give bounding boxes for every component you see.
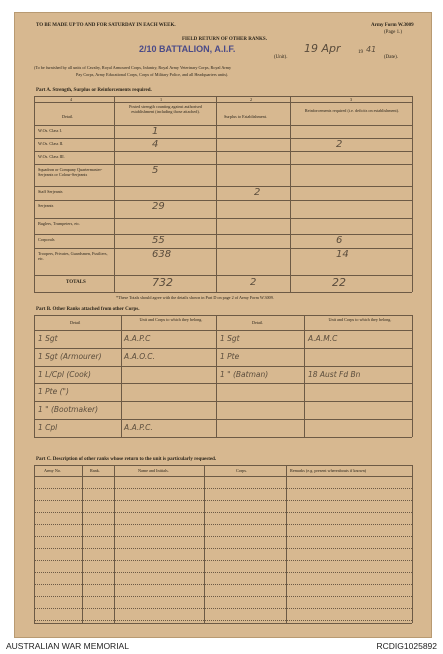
row-detail: Buglers, Trumpeters, etc.: [38, 221, 81, 226]
col-header-strength: Posted strength counting against authorised establishment (including those attached).: [129, 104, 202, 114]
part-b-unit[interactable]: A.A.P.C.: [124, 423, 153, 432]
row-divider: [34, 348, 412, 349]
row-divider: [34, 151, 412, 152]
row-detail: Corporals: [38, 237, 55, 242]
row-strength[interactable]: 1: [152, 126, 159, 137]
row-detail: W.Os. Class II.: [38, 141, 64, 146]
part-b-detail[interactable]: 1 L/Cpl (Cook): [38, 369, 91, 379]
archive-footer: [0, 638, 443, 654]
col-number-2: 2: [250, 97, 253, 102]
col-number-4: 4: [70, 97, 73, 102]
date-label: (Date).: [384, 55, 399, 60]
part-b-detail[interactable]: 1 Sgt (Armourer): [38, 351, 102, 361]
part-c-heading: Part C. Description of other ranks whose return to the unit is particularly requested.: [36, 457, 217, 462]
part-c-col-corps: Corps.: [236, 468, 248, 473]
dotted-row-line: [34, 488, 412, 489]
row-divider: [34, 234, 412, 235]
part-c-col-remarks: Remarks (e.g. present whereabouts if known): [290, 468, 367, 473]
row-divider: [34, 383, 412, 384]
row-divider: [34, 437, 412, 438]
row-divider: [34, 164, 412, 165]
date-handwritten: 19 Apr: [304, 42, 341, 55]
part-b-unit2[interactable]: A.A.M.C: [308, 334, 338, 343]
dotted-row-line: [34, 596, 412, 597]
form-title: FIELD RETURN OF OTHER RANKS.: [182, 37, 267, 42]
row-detail: Troopers, Privates, Guardsmen, Fusiliers, etc.: [38, 251, 108, 261]
part-c-col-army-no: Army No.: [44, 468, 61, 473]
part-b-col-unit: Unit and Corps to which they belong.: [139, 317, 203, 322]
col-header-detail: Detail.: [62, 114, 74, 119]
row-divider: [34, 248, 412, 249]
part-b-detail[interactable]: 1 " (Bootmaker): [38, 405, 99, 415]
page-number: (Page 1.): [384, 30, 403, 35]
part-b-unit2[interactable]: 18 Aust Fd Bn: [308, 369, 361, 379]
row-divider: [34, 419, 412, 420]
footer-reference: RCDIG1025892: [376, 641, 437, 651]
row-detail: Squadron or Company Quartermaster-Serjeants or Colour-Serjeants: [38, 167, 103, 177]
row-strength[interactable]: 55: [152, 235, 165, 246]
row-detail: Serjeants: [38, 203, 54, 208]
unit-label: (Unit).: [274, 55, 288, 60]
row-strength[interactable]: 5: [152, 165, 159, 176]
row-strength[interactable]: 638: [152, 249, 172, 260]
furnish-note-1: (To be furnished by all units of Cavalry, Royal Armoured Corps, Infantry, Royal Army Veterinary Corps, Royal Army: [34, 65, 232, 70]
year-prefix: 19: [358, 50, 363, 55]
row-detail: W.Os. Class III.: [38, 154, 65, 159]
part-b-col-detail: Detail: [70, 320, 81, 325]
totals-strength: 732: [152, 276, 173, 289]
part-b-detail[interactable]: 1 Sgt: [38, 334, 58, 343]
totals-footnote: *These Totals should agree with the details shown in Part D on page 2 of Army Form W.3009.: [116, 295, 274, 300]
part-b-heading: Part B. Other Ranks attached from other Corps.: [36, 307, 140, 312]
part-b-detail2[interactable]: 1 Sgt: [220, 334, 240, 343]
row-divider: [34, 218, 412, 219]
dotted-row-line: [34, 560, 412, 561]
totals-surplus: 2: [250, 277, 257, 288]
footer-institution: AUSTRALIAN WAR MEMORIAL: [6, 641, 129, 651]
col-header-reinforcements: Reinforcements required (i.e. deficits on establishment).: [304, 108, 400, 113]
part-b-detail[interactable]: 1 Cpl: [38, 423, 58, 432]
part-b-detail2[interactable]: 1 Pte: [220, 351, 240, 361]
row-divider: [34, 186, 412, 187]
part-c-col-rank: Rank.: [90, 468, 100, 473]
part-b-detail[interactable]: 1 Pte ("): [38, 387, 69, 397]
instruction-text: TO BE MADE UP TO AND FOR SATURDAY IN EACH WEEK.: [36, 23, 176, 28]
part-b-unit[interactable]: A.A.O.C.: [124, 351, 155, 361]
dotted-row-line: [34, 620, 412, 621]
row-strength[interactable]: 29: [152, 201, 165, 212]
dotted-row-line: [34, 548, 412, 549]
row-reinf[interactable]: 2: [336, 139, 343, 150]
dotted-row-line: [34, 500, 412, 501]
part-b-col-unit-2: Unit and Corps to which they belong.: [328, 317, 392, 322]
dotted-row-line: [34, 524, 412, 525]
part-b-unit[interactable]: A.A.P.C: [124, 334, 151, 343]
dotted-row-line: [34, 512, 412, 513]
row-detail: W.Os. Class I.: [38, 128, 62, 133]
row-divider: [34, 200, 412, 201]
form-sheet: [14, 12, 432, 638]
col-number-3: 3: [350, 97, 353, 102]
row-reinf[interactable]: 14: [336, 249, 349, 260]
row-divider: [34, 138, 412, 139]
totals-reinforcements: 22: [332, 276, 346, 289]
row-detail: Staff Serjeants: [38, 189, 63, 194]
part-b-col-detail-2: Detail.: [252, 320, 264, 325]
row-surplus[interactable]: 2: [254, 187, 261, 198]
unit-stamp: 2/10 BATTALION, A.I.F.: [139, 44, 236, 54]
form-number: Army Form W.3009: [371, 23, 414, 28]
dotted-row-line: [34, 608, 412, 609]
dotted-row-line: [34, 584, 412, 585]
part-a-heading: Part A. Strength, Surplus or Reinforcements required.: [36, 88, 152, 93]
row-divider: [34, 366, 412, 367]
totals-label: TOTALS: [66, 280, 86, 285]
col-number-1: 1: [160, 97, 163, 102]
row-strength[interactable]: 4: [152, 139, 159, 150]
furnish-note-2: Pay Corps, Army Educational Corps, Corps of Military Police, and all Headquarters units).: [76, 72, 229, 77]
dotted-row-line: [34, 536, 412, 537]
part-c-col-name: Name and Initials.: [138, 468, 169, 473]
row-reinf[interactable]: 6: [336, 235, 343, 246]
dotted-row-line: [34, 572, 412, 573]
row-divider: [34, 401, 412, 402]
col-header-surplus: Surplus to Establishment.: [224, 114, 267, 119]
part-b-detail2[interactable]: 1 " (Batman): [220, 369, 269, 379]
year-handwritten: 41: [366, 45, 377, 54]
